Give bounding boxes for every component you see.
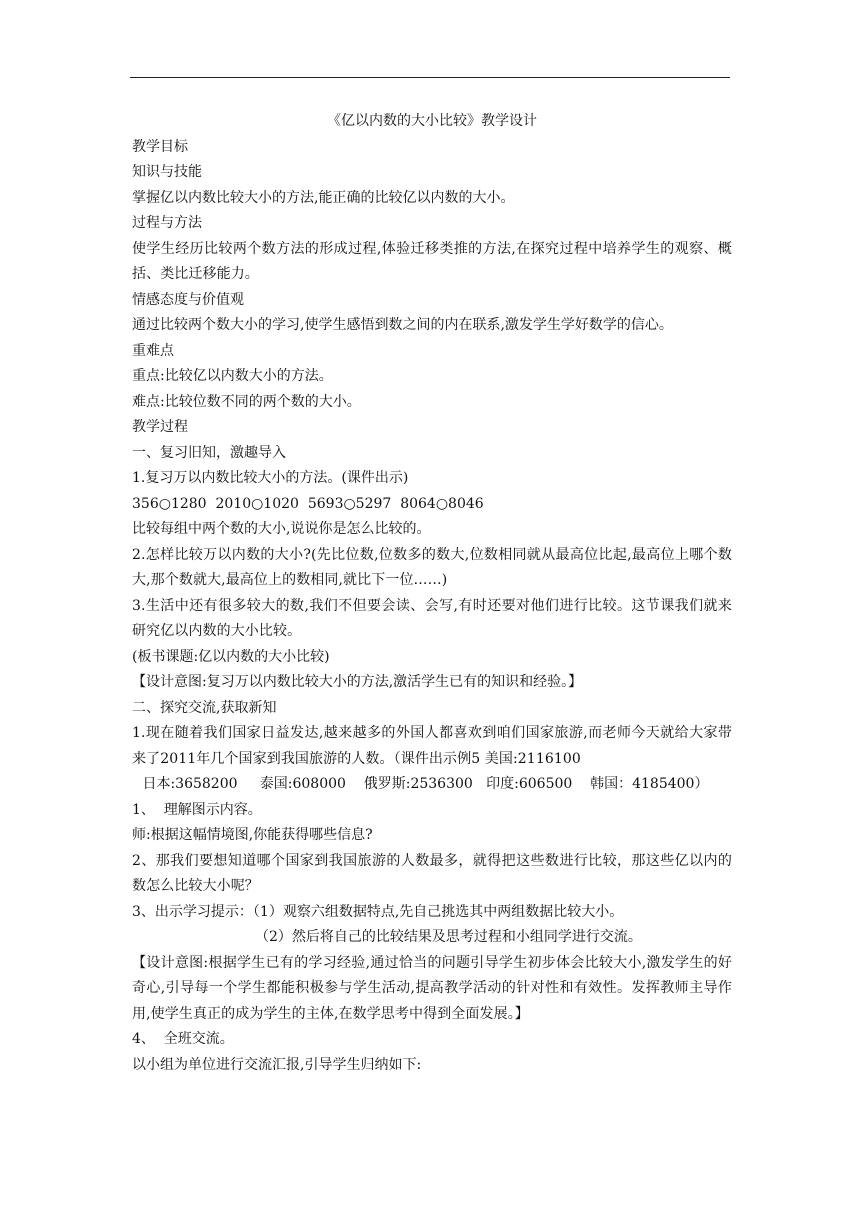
section-heading-1: 一、复习旧知，激趣导入 <box>132 444 286 461</box>
paragraph: 3.生活中还有很多较大的数,我们不但要会读、会写,有时还要对他们进行比较。这节课我们就来研究亿以内数的大小比较。 <box>132 597 732 639</box>
subheading-attitude-values: 情感态度与价值观 <box>132 291 244 308</box>
paragraph: 掌握亿以内数比较大小的方法,能正确的比较亿以内数的大小。 <box>132 189 515 206</box>
design-intent-note: 【设计意图:复习万以内数比较大小的方法,激活学生已有的知识和经验。】 <box>132 674 583 690</box>
paragraph: 比较每组中两个数的大小,说说你是怎么比较的。 <box>132 521 431 537</box>
paragraph: 使学生经历比较两个数方法的形成过程,体验迁移类推的方法,在探究过程中培养学生的观察、概括、类比迁移能力。 <box>132 240 732 282</box>
paragraph: 1、 理解图示内容。 <box>132 801 262 818</box>
document-body <box>132 109 732 1078</box>
comparison-exercise: 356○1280 2010○1020 5693○5297 8064○8046 <box>132 495 484 512</box>
subheading-process-method: 过程与方法 <box>132 215 202 231</box>
paragraph: 1.现在随着我们国家日益发达,越来越多的外国人都喜欢到咱们国家旅游,而老师今天就给大家带来了2011年几个国家到我国旅游的人数。（课件出示例5 美国:2116100 <box>132 725 732 767</box>
subheading-knowledge-skills: 知识与技能 <box>132 164 202 180</box>
paragraph: 3、出示学习提示：（1）观察六组数据特点,先自己挑选其中两组数据比较大小。 <box>132 903 624 920</box>
paragraph: 4、 全班交流。 <box>132 1031 234 1047</box>
design-intent-note: 【设计意图:根据学生已有的学习经验,通过恰当的问题引导学生初步体会比较大小,激发学生的好奇心,引导每一个学生都能积极参与学生活动,提高教学活动的针对性和有效性。发挥教师主导作用,使学生真正的成为学生的主体,在数学思考中得到全面发展。】 <box>132 954 732 1022</box>
heading-teaching-process: 教学过程 <box>132 419 188 435</box>
paragraph: （2）然后将自己的比较结果及思考过程和小组同学进行交流。 <box>255 929 642 945</box>
paragraph: 难点:比较位数不同的两个数的大小。 <box>132 393 361 410</box>
heading-key-difficult-points: 重难点 <box>132 342 174 359</box>
section-heading-2: 二、探究交流,获取新知 <box>132 699 277 716</box>
paragraph: 以小组为单位进行交流汇报,引导学生归纳如下: <box>132 1056 422 1073</box>
country-data-line: 日本:3658200 泰国:608000 俄罗斯:2536300 印度:606500 韩国：4185400） <box>138 776 709 792</box>
paragraph: 1.复习万以内数比较大小的方法。(课件出示) <box>132 470 409 486</box>
heading-teaching-goals: 教学目标 <box>132 138 188 155</box>
paragraph: 师:根据这幅情境图,你能获得哪些信息? <box>132 827 373 843</box>
paragraph: (板书课题:亿以内数的大小比较) <box>132 648 330 665</box>
paragraph: 重点:比较亿以内数大小的方法。 <box>132 368 333 384</box>
paragraph: 通过比较两个数大小的学习,使学生感悟到数之间的内在联系,激发学生学好数学的信心。 <box>132 317 673 333</box>
document-title: 《亿以内数的大小比较》教学设计 <box>327 113 537 129</box>
header-rule <box>130 77 730 78</box>
paragraph: 2.怎样比较万以内数的大小?(先比位数,位数多的数大,位数相同就从最高位比起,最高位上哪个数大,那个数就大,最高位上的数相同,就比下一位……) <box>132 546 732 588</box>
paragraph: 2、那我们要想知道哪个国家到我国旅游的人数最多，就得把这些数进行比较，那这些亿以内的数怎么比较大小呢？ <box>132 852 732 894</box>
